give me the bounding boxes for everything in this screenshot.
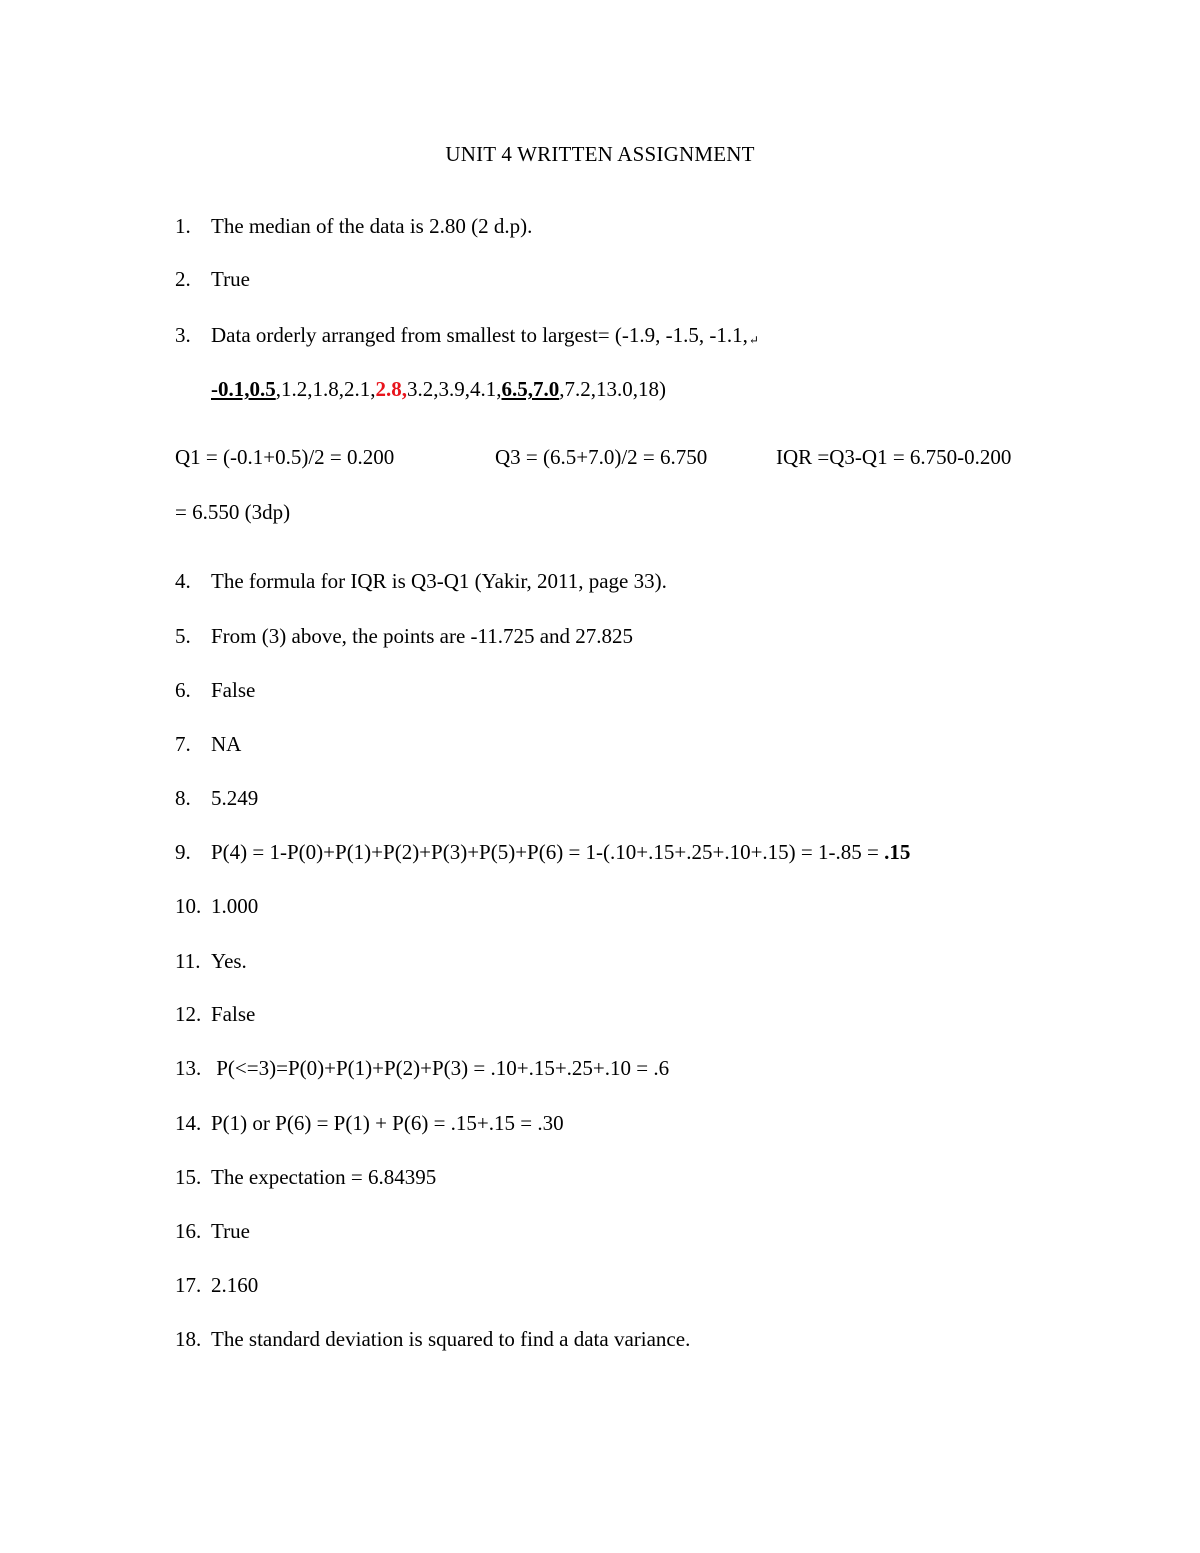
- item-text: Data orderly arranged from smallest to largest= (-1.9, -1.5, -1.1,: [211, 323, 748, 347]
- item-number: 5.: [175, 624, 191, 648]
- item-text: P(1) or P(6) = P(1) + P(6) = .15+.15 = .30: [211, 1111, 564, 1135]
- item-number: 1.: [175, 214, 191, 238]
- item-3-continuation: [211, 375, 666, 403]
- item-text: P(4) = 1-P(0)+P(1)+P(2)+P(3)+P(5)+P(6) = 1-(.10+.15+.25+.10+.15) = 1-.85 =: [211, 840, 885, 864]
- list-item-4: [175, 567, 667, 595]
- list-item-5: [175, 622, 633, 650]
- list-item-12: [175, 1000, 255, 1028]
- item-number: 4.: [175, 569, 191, 593]
- list-item-18: [175, 1325, 690, 1353]
- item-text: From (3) above, the points are -11.725 and 27.825: [211, 624, 634, 648]
- list-item-3: [175, 321, 759, 354]
- list-item-2: [175, 265, 250, 293]
- data-values: 3.2,3.9,4.1,: [407, 377, 502, 401]
- item-text: NA: [211, 732, 242, 756]
- item-text: The median of the data is 2.80 (2 d.p).: [211, 214, 533, 238]
- list-item-17: [175, 1271, 258, 1299]
- item-number: 16.: [175, 1219, 202, 1243]
- item-text: 2.160: [211, 1273, 259, 1297]
- list-item-8: [175, 784, 258, 812]
- document-title: UNIT 4 WRITTEN ASSIGNMENT: [445, 142, 755, 166]
- item-text: True: [211, 1219, 250, 1243]
- item-answer: .15: [884, 840, 911, 864]
- list-item-9: [175, 838, 910, 866]
- list-item-15: [175, 1163, 436, 1191]
- data-values: ,7.2,13.0,18): [559, 377, 666, 401]
- iqr-formula: IQR =Q3-Q1 = 6.750-0.200: [776, 445, 1012, 469]
- item-number: 3.: [175, 323, 191, 347]
- item-text: P(<=3)=P(0)+P(1)+P(2)+P(3) = .10+.15+.25+.10 = .6: [211, 1056, 670, 1080]
- item-text: False: [211, 678, 256, 702]
- quartile-values-q3: 6.5,7.0: [501, 377, 560, 401]
- item-text: The formula for IQR is Q3-Q1 (Yakir, 2011, page 33).: [211, 569, 667, 593]
- data-values: ,1.2,1.8,2.1,: [275, 377, 376, 401]
- item-number: 7.: [175, 732, 191, 756]
- list-item-7: [175, 730, 241, 758]
- list-item-10: [175, 892, 258, 920]
- item-number: 2.: [175, 267, 191, 291]
- q3-formula: Q3 = (6.5+7.0)/2 = 6.750: [495, 445, 708, 469]
- line-break-mark-icon: ↵: [748, 333, 759, 347]
- median-value: 2.8,: [375, 377, 407, 401]
- list-item-16: [175, 1217, 250, 1245]
- item-text: The expectation = 6.84395: [211, 1165, 437, 1189]
- item-number: 9.: [175, 840, 191, 864]
- item-text: True: [211, 267, 250, 291]
- item-number: 10.: [175, 894, 202, 918]
- quartile-values-q1: -0.1,0.5: [211, 377, 276, 401]
- item-text: The standard deviation is squared to find a data variance.: [211, 1327, 691, 1351]
- item-number: 13.: [175, 1056, 202, 1080]
- item-text: 5.249: [211, 786, 259, 810]
- list-item-6: [175, 676, 255, 704]
- item-number: 12.: [175, 1002, 202, 1026]
- item-number: 6.: [175, 678, 191, 702]
- item-number: 17.: [175, 1273, 202, 1297]
- list-item-1: [175, 212, 532, 240]
- list-item-11: [175, 947, 247, 975]
- list-item-14: [175, 1109, 564, 1137]
- list-item-13: [175, 1054, 669, 1082]
- item-text: False: [211, 1002, 256, 1026]
- item-text: 1.000: [211, 894, 259, 918]
- item-number: 14.: [175, 1111, 202, 1135]
- item-number: 18.: [175, 1327, 202, 1351]
- iqr-result: = 6.550 (3dp): [175, 500, 291, 524]
- item-number: 11.: [175, 949, 201, 973]
- q1-formula: Q1 = (-0.1+0.5)/2 = 0.200: [175, 445, 395, 469]
- item-text: Yes.: [211, 949, 247, 973]
- item-number: 8.: [175, 786, 191, 810]
- item-number: 15.: [175, 1165, 202, 1189]
